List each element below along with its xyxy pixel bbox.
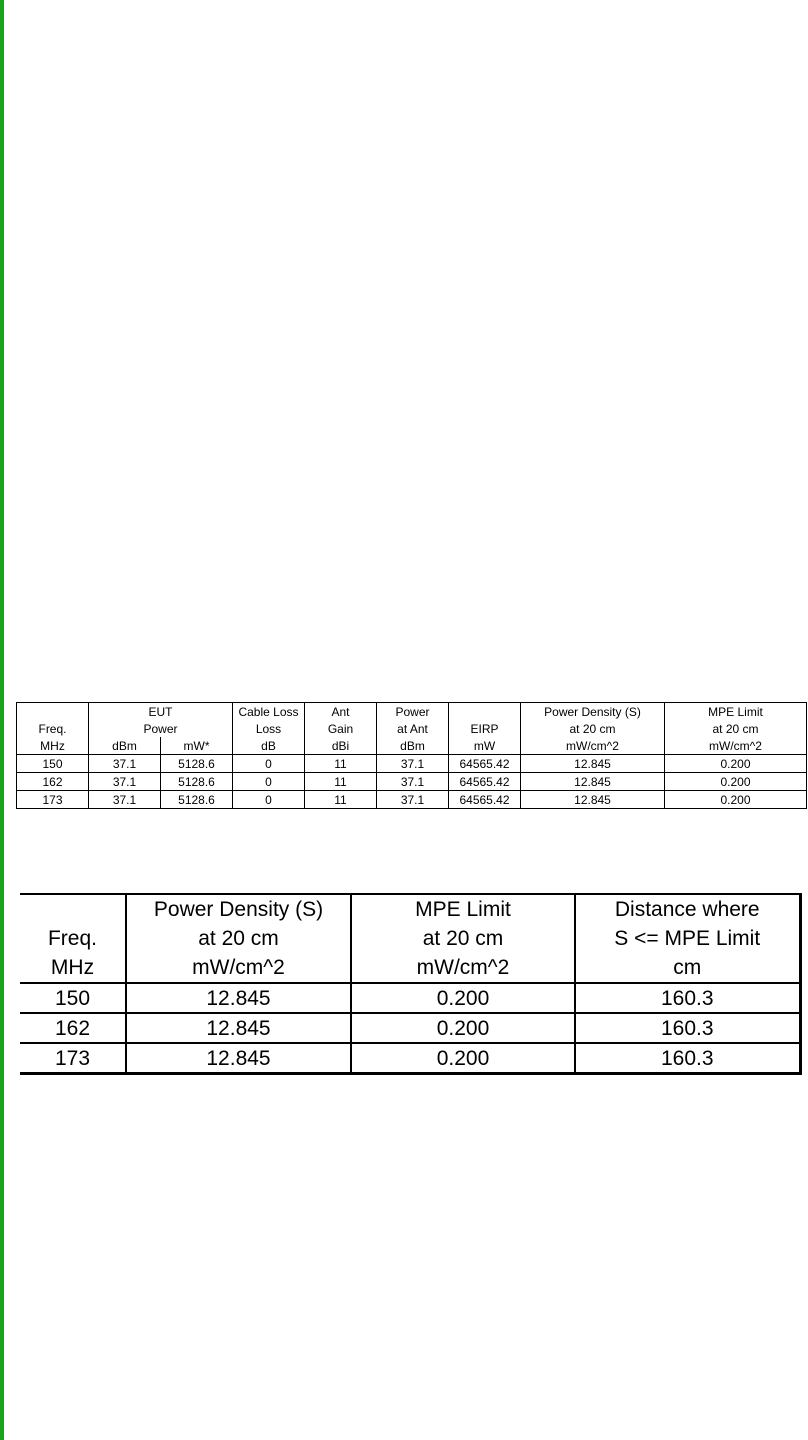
table-cell: 37.1 <box>377 755 449 773</box>
table-cell: 162 <box>17 773 89 791</box>
table-cell: 162 <box>20 1013 126 1043</box>
table-cell: 160.3 <box>575 983 800 1013</box>
header-cell: at Ant <box>377 720 449 737</box>
table-cell: 160.3 <box>575 1013 800 1043</box>
header-cell: Power <box>377 703 449 721</box>
table-cell: 173 <box>17 791 89 809</box>
header-cell: at 20 cm <box>126 924 351 953</box>
table-cell: 173 <box>20 1043 126 1074</box>
table-row <box>17 755 807 773</box>
header-cell: dBm <box>89 737 161 755</box>
header-cell: Distance where <box>575 894 800 924</box>
table-cell: 150 <box>17 755 89 773</box>
table-header-row <box>17 720 807 737</box>
table-cell: 12.845 <box>521 773 665 791</box>
table-cell: 37.1 <box>89 773 161 791</box>
header-cell: MPE Limit <box>351 894 575 924</box>
header-cell <box>17 703 89 721</box>
table-cell: 0 <box>233 791 305 809</box>
header-cell: mW/cm^2 <box>521 737 665 755</box>
header-cell: Power Density (S) <box>521 703 665 721</box>
table-cell: 5128.6 <box>161 791 233 809</box>
table-row <box>20 1013 800 1043</box>
header-cell: dBi <box>305 737 377 755</box>
header-cell: MHz <box>50 956 95 979</box>
table-cell: 0.200 <box>351 1013 575 1043</box>
table-row <box>20 983 800 1013</box>
table-cell: 160.3 <box>575 1043 800 1074</box>
table-cell: 0.200 <box>665 755 807 773</box>
table-cell: 11 <box>305 773 377 791</box>
table-header-row <box>20 953 800 983</box>
header-cell: at 20 cm <box>521 720 665 737</box>
table-header-row <box>20 894 800 924</box>
table-cell: 37.1 <box>377 773 449 791</box>
table-cell: 0 <box>233 755 305 773</box>
header-cell: EIRP <box>449 720 521 737</box>
header-cell: Gain <box>305 720 377 737</box>
left-margin-rule <box>0 0 4 1440</box>
table-cell: 5128.6 <box>161 755 233 773</box>
header-cell <box>20 894 126 924</box>
table-cell: 37.1 <box>89 755 161 773</box>
table-cell: 12.845 <box>521 755 665 773</box>
table-cell: 0.200 <box>665 791 807 809</box>
header-cell: MHz <box>17 737 89 755</box>
header-cell: dBm <box>377 737 449 755</box>
header-cell: at 20 cm <box>351 924 575 953</box>
header-cell: dB <box>233 737 305 755</box>
table-cell: 0.200 <box>665 773 807 791</box>
table-cell: 0.200 <box>351 1043 575 1074</box>
header-cell: EUT <box>89 703 233 721</box>
table-cell: 11 <box>305 755 377 773</box>
header-cell: Cable Loss <box>233 703 305 721</box>
header-cell: Power <box>89 720 233 737</box>
header-cell: Loss <box>233 720 305 737</box>
table-header-row <box>17 703 807 721</box>
header-cell: mW* <box>161 737 233 755</box>
header-cell: mW/cm^2 <box>351 953 575 983</box>
header-cell: S <= MPE Limit <box>575 924 800 953</box>
table-cell: 64565.42 <box>449 791 521 809</box>
table-header-row <box>20 924 800 953</box>
header-cell: mW <box>449 737 521 755</box>
header-cell: MPE Limit <box>665 703 807 721</box>
table-cell: 0.200 <box>351 983 575 1013</box>
table-cell: 12.845 <box>521 791 665 809</box>
mpe-calculation-table <box>16 702 807 809</box>
table-header-row <box>17 737 807 755</box>
table-cell: 12.845 <box>126 1013 351 1043</box>
header-cell: mW/cm^2 <box>126 953 351 983</box>
header-cell: Ant <box>305 703 377 721</box>
table-row <box>17 773 807 791</box>
table-cell: 37.1 <box>89 791 161 809</box>
table-cell: 0 <box>233 773 305 791</box>
table-cell: 5128.6 <box>161 773 233 791</box>
header-cell: Power Density (S) <box>126 894 351 924</box>
table-cell: 12.845 <box>126 1043 351 1074</box>
table-cell: 150 <box>20 983 126 1013</box>
mpe-distance-table <box>20 893 802 1075</box>
header-cell: Freq. <box>17 720 89 737</box>
table-row <box>20 1043 800 1074</box>
table-cell: 12.845 <box>126 983 351 1013</box>
header-cell: cm <box>575 953 800 983</box>
table-cell: 64565.42 <box>449 755 521 773</box>
table-cell: 11 <box>305 791 377 809</box>
header-cell: mW/cm^2 <box>665 737 807 755</box>
header-cell: at 20 cm <box>665 720 807 737</box>
header-cell: Freq. <box>47 927 97 950</box>
header-cell <box>449 703 521 721</box>
table-cell: 64565.42 <box>449 773 521 791</box>
table-row <box>17 791 807 809</box>
table-cell: 37.1 <box>377 791 449 809</box>
